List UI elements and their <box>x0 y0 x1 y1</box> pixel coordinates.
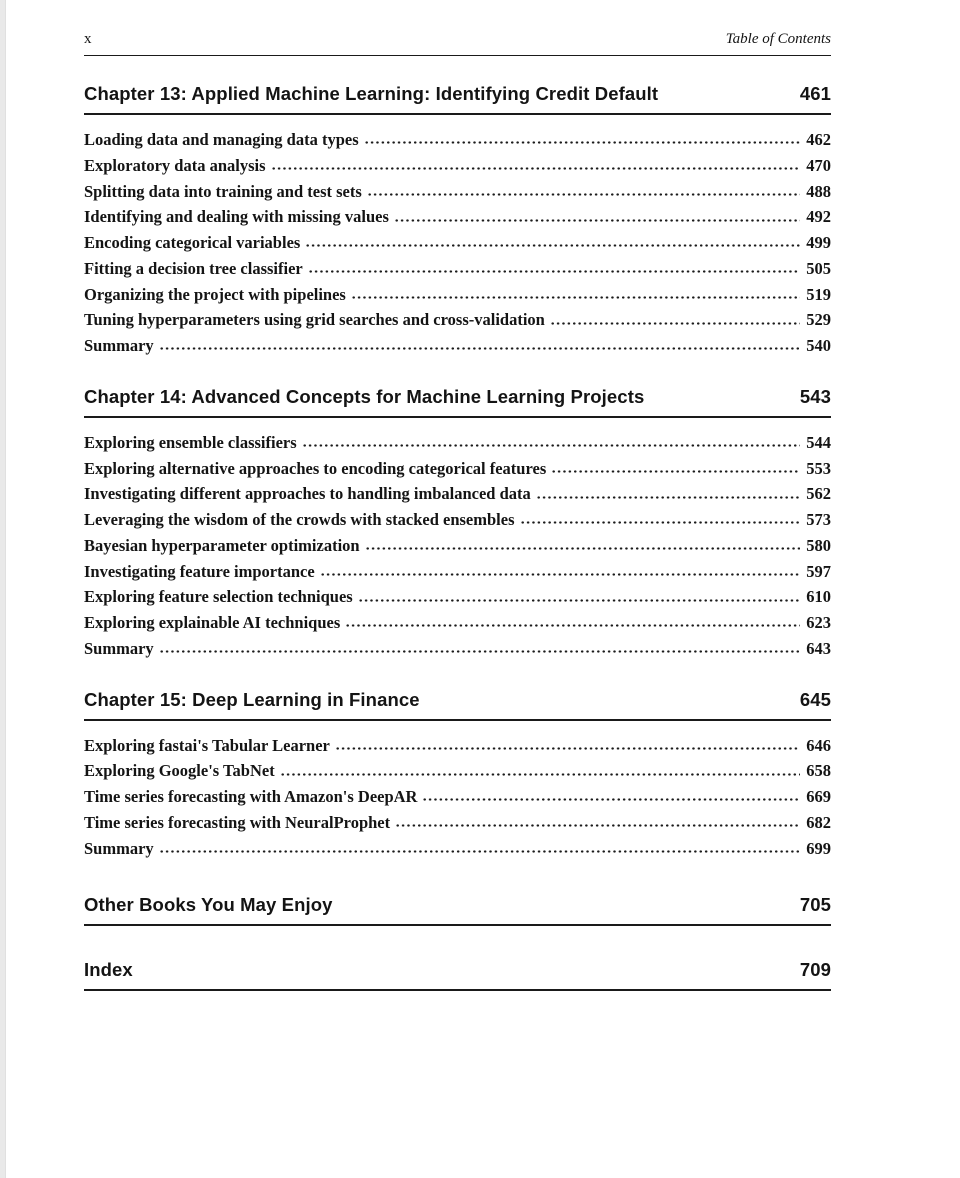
dotted-leader <box>367 179 800 205</box>
entry-page-number: 553 <box>806 458 831 478</box>
toc-entry <box>84 282 831 308</box>
entry-label: Time series forecasting with NeuralProphet <box>84 812 391 832</box>
section-entries <box>84 127 831 359</box>
entry-label: Splitting data into training and test sets <box>84 181 362 201</box>
toc-entry <box>84 507 831 533</box>
dotted-leader <box>159 836 801 862</box>
section-heading <box>84 689 831 721</box>
dotted-leader <box>550 307 800 333</box>
running-title: Table of Contents <box>725 31 831 47</box>
entry-page-number: 544 <box>806 432 831 452</box>
entry-page-number: 562 <box>806 484 831 504</box>
toc-entry <box>84 256 831 282</box>
dotted-leader <box>365 533 801 559</box>
toc-entry <box>84 481 831 507</box>
dotted-leader <box>520 507 801 533</box>
entry-label: Leveraging the wisdom of the crowds with stacked ensembles <box>84 510 515 529</box>
section-title: Chapter 15: Deep Learning in Finance <box>84 688 420 710</box>
section-heading <box>84 894 831 926</box>
toc-entry <box>84 610 831 636</box>
section-title: Chapter 14: Advanced Concepts for Machine Learning Projects <box>84 385 645 407</box>
dotted-leader <box>394 204 800 230</box>
toc-section <box>84 83 831 359</box>
dotted-leader <box>551 456 800 482</box>
entry-page-number: 580 <box>806 535 831 555</box>
entry-page-number: 669 <box>806 787 831 806</box>
toc-sections <box>84 83 831 991</box>
toc-section <box>84 386 831 662</box>
entry-label: Organizing the project with pipelines <box>84 284 346 304</box>
entry-page-number: 623 <box>806 613 831 632</box>
entry-page-number: 499 <box>806 233 831 252</box>
toc-entry <box>84 636 831 662</box>
section-entries <box>84 430 831 662</box>
section-heading <box>84 959 831 991</box>
toc-entry <box>84 836 831 862</box>
entry-page-number: 505 <box>806 258 831 278</box>
entry-label: Identifying and dealing with missing values <box>84 207 389 227</box>
entry-page-number: 597 <box>806 561 831 581</box>
entry-label: Exploring feature selection techniques <box>84 587 353 607</box>
toc-entry <box>84 127 831 153</box>
entry-page-number: 540 <box>806 336 831 355</box>
dotted-leader <box>358 584 801 610</box>
section-page-number: 543 <box>799 385 831 407</box>
section-page-number: 645 <box>799 688 831 710</box>
toc-entry <box>84 179 831 205</box>
toc-entry <box>84 230 831 256</box>
section-page-number: 705 <box>799 894 831 916</box>
toc-entry <box>84 153 831 179</box>
toc-entry <box>84 333 831 359</box>
entry-page-number: 699 <box>806 838 831 858</box>
toc-entry <box>84 559 831 585</box>
dotted-leader <box>364 127 801 153</box>
dotted-leader <box>159 333 801 359</box>
entry-label: Exploring Google's TabNet <box>84 761 275 781</box>
toc-entry <box>84 784 831 810</box>
entry-label: Loading data and managing data types <box>84 130 359 149</box>
section-page-number: 709 <box>799 959 831 981</box>
toc-section <box>84 689 831 862</box>
entry-page-number: 519 <box>806 284 831 304</box>
dotted-leader <box>159 636 801 662</box>
page-edge-strip <box>0 0 6 1178</box>
entry-label: Investigating feature importance <box>84 561 315 581</box>
section-heading <box>84 386 831 418</box>
section-heading <box>84 83 831 115</box>
toc-section <box>84 959 831 991</box>
entry-page-number: 492 <box>806 207 831 227</box>
section-title: Other Books You May Enjoy <box>84 894 333 916</box>
toc-entry <box>84 204 831 230</box>
section-title: Chapter 13: Applied Machine Learning: Identifying Credit Default <box>84 83 659 104</box>
dotted-leader <box>271 153 801 179</box>
toc-section <box>84 894 831 926</box>
toc-entry <box>84 430 831 456</box>
entry-page-number: 470 <box>806 155 831 175</box>
entry-label: Summary <box>84 838 154 858</box>
toc-entry <box>84 456 831 482</box>
running-header <box>84 0 831 56</box>
entry-label: Exploring fastai's Tabular Learner <box>84 735 330 755</box>
toc-entry <box>84 584 831 610</box>
entry-page-number: 682 <box>806 812 831 832</box>
dotted-leader <box>335 733 800 759</box>
entry-label: Investigating different approaches to handling imbalanced data <box>84 484 531 504</box>
entry-label: Tuning hyperparameters using grid searches and cross-validation <box>84 310 545 330</box>
dotted-leader <box>351 282 800 308</box>
entry-page-number: 488 <box>806 181 831 201</box>
toc-entry <box>84 758 831 784</box>
dotted-leader <box>536 481 800 507</box>
dotted-leader <box>345 610 800 636</box>
dotted-leader <box>305 230 800 256</box>
toc-entry <box>84 733 831 759</box>
entry-page-number: 462 <box>806 130 831 149</box>
page-folio: x <box>84 31 92 47</box>
toc-page <box>84 0 831 1003</box>
entry-page-number: 643 <box>806 638 831 658</box>
entry-label: Exploring explainable AI techniques <box>84 613 341 632</box>
entry-label: Time series forecasting with Amazon's DeepAR <box>84 787 418 806</box>
dotted-leader <box>308 256 801 282</box>
toc-entry <box>84 810 831 836</box>
entry-label: Exploratory data analysis <box>84 155 266 175</box>
section-title: Index <box>84 959 133 981</box>
entry-label: Summary <box>84 638 154 658</box>
entry-page-number: 610 <box>806 587 831 607</box>
section-entries <box>84 733 831 862</box>
toc-entry <box>84 307 831 333</box>
entry-page-number: 573 <box>806 510 831 529</box>
dotted-leader <box>302 430 801 456</box>
dotted-leader <box>320 559 801 585</box>
section-page-number: 461 <box>799 83 831 104</box>
entry-label: Fitting a decision tree classifier <box>84 258 303 278</box>
dotted-leader <box>395 810 800 836</box>
dotted-leader <box>422 784 800 810</box>
entry-page-number: 646 <box>806 735 831 755</box>
entry-label: Exploring ensemble classifiers <box>84 432 297 452</box>
entry-label: Summary <box>84 336 154 355</box>
entry-label: Bayesian hyperparameter optimization <box>84 535 360 555</box>
dotted-leader <box>280 758 801 784</box>
entry-label: Exploring alternative approaches to encoding categorical features <box>84 458 547 478</box>
entry-page-number: 529 <box>806 310 831 330</box>
entry-label: Encoding categorical variables <box>84 233 301 252</box>
entry-page-number: 658 <box>806 761 831 781</box>
toc-entry <box>84 533 831 559</box>
